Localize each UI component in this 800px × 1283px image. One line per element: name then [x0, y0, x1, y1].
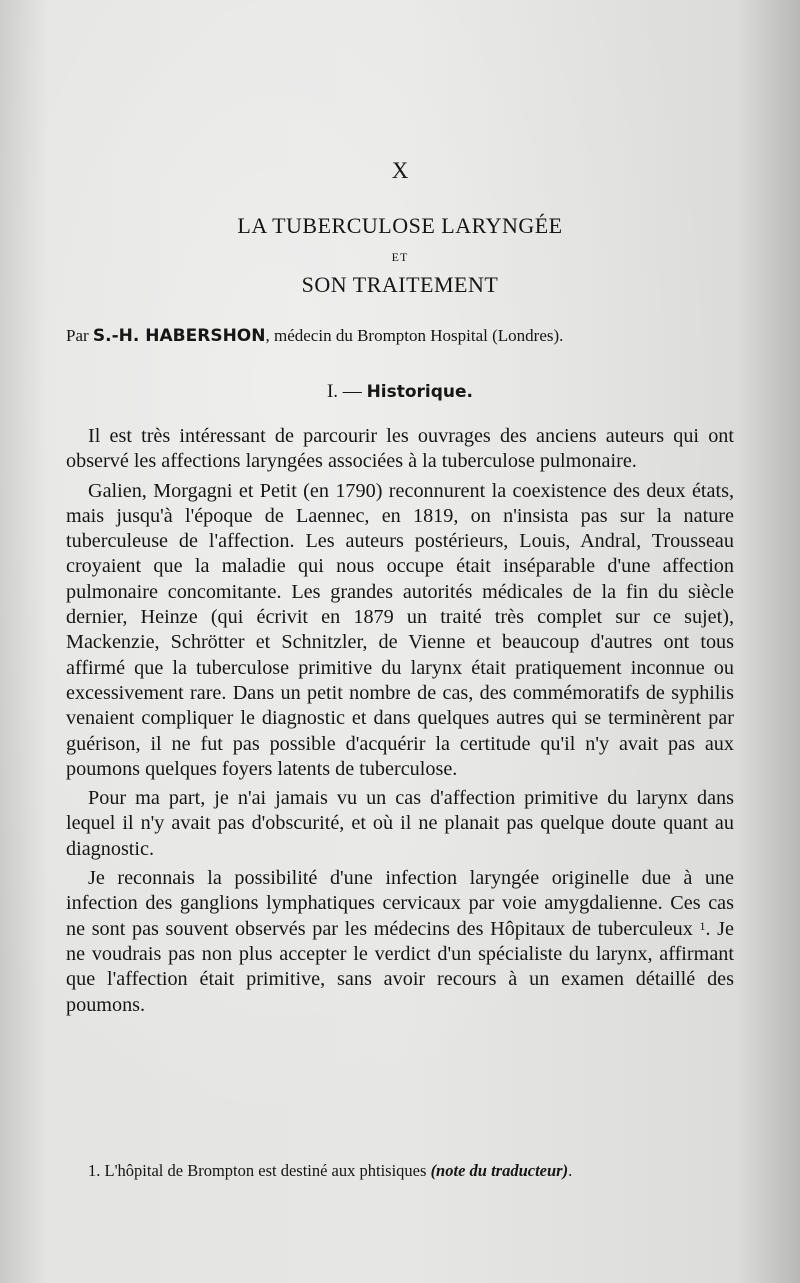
- author-affiliation: , médecin du Brompton Hospital (Londres).: [265, 326, 564, 345]
- paragraph-3: Pour ma part, je n'ai jamais vu un cas d'affection primitive du larynx dans lequel il n'y avait pas d'obscurité, et où il ne planait pas quelque doute quant au diagnostic.: [66, 787, 734, 860]
- byline-prefix: Par: [66, 326, 89, 345]
- paragraph-4-part1: Je reconnais la possibilité d'une infection laryngée originelle due à une infection des ganglions lymphatiques cervicaux par voie amygdalienne. Ces cas ne sont pas souvent observés par les médecins des Hôpitaux de tuberculeux: [66, 867, 734, 940]
- section-title: Historique.: [366, 382, 474, 402]
- chapter-number: X: [391, 158, 409, 183]
- body-text: [66, 424, 734, 1022]
- chapter-title-line1: LA TUBERCULOSE LARYNGÉE: [237, 213, 563, 238]
- section-number: I. —: [326, 381, 362, 402]
- footnote-text: L'hôpital de Brompton est destiné aux phtisiques: [104, 1161, 427, 1180]
- footnote: [66, 1160, 734, 1182]
- paragraph-2: Galien, Morgagni et Petit (en 1790) reconnurent la coexistence des deux états, mais jusqu'à l'époque de Laennec, en 1819, on n'insista pas sur la nature tuberculeuse de l'affection. Les auteurs postérieurs, Louis, Andral, Trousseau croyaient que la maladie qui nous occupe était inséparable d'une affection pulmonaire concomitante. Les grandes autorités médicales de la fin du siècle dernier, Heinze (qui écrivit en 1879 un traité très complet sur ce sujet), Mackenzie, Schrötter et Schnitzler, de Vienne et beaucoup d'autres ont tous affirmé que la tuberculose primitive du larynx était pratiquement inconnue ou excessivement rare. Dans un petit nombre de cas, des commémoratifs de syphilis venaient compliquer le diagnostic et dans quelques autres qui se terminèrent par guérison, il ne fut pas possible d'acquérir la certitude qu'il n'y avait pas aux poumons quelques foyers latents de tuberculose.: [66, 479, 734, 780]
- footnote-marker: 1.: [88, 1161, 101, 1180]
- paragraph-4-part2: . Je ne voudrais pas non plus accepter le verdict d'un spécialiste du larynx, affirmant que l'affection était primitive, sans avoir recours à un examen détaillé des poumons.: [66, 917, 734, 1016]
- footnote-translator-note: (note du traducteur): [430, 1161, 569, 1180]
- chapter-title-connector: ET: [391, 250, 409, 264]
- byline: [66, 326, 746, 346]
- footnote-reference: 1: [699, 918, 706, 933]
- section-heading: [0, 381, 800, 403]
- author-name: S.-H. HABERSHON: [92, 326, 266, 346]
- paragraph-1: Il est très intéressant de parcourir les ouvrages des anciens auteurs qui ont observé les affections laryngées associées à la tuberculose pulmonaire.: [66, 425, 734, 473]
- footnote-end: .: [568, 1161, 573, 1180]
- paragraph-4: [66, 866, 734, 1018]
- chapter-title-line2: SON TRAITEMENT: [301, 272, 499, 297]
